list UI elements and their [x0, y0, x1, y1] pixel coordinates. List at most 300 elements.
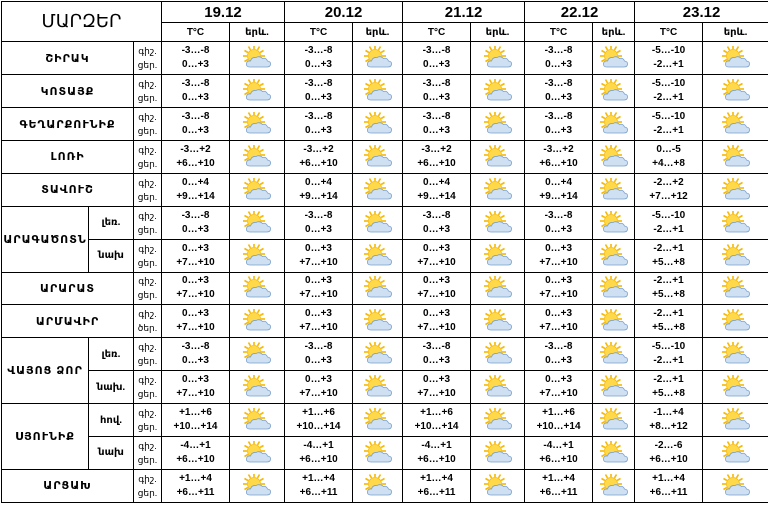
day-temperature: +8…+12 [635, 420, 702, 434]
night-temperature: 0…+3 [285, 373, 352, 387]
temperature-cell [403, 206, 471, 239]
night-temperature: -2…+1 [635, 373, 702, 387]
partly-cloudy-icon [471, 42, 525, 75]
temp-label: T°C [403, 23, 471, 42]
day-temperature: 0…+3 [525, 223, 592, 237]
night-temperature: -2…+2 [635, 176, 702, 190]
temperature-cell [285, 173, 353, 206]
date-header: 22.12 [525, 2, 635, 23]
night-temperature: -3…-8 [403, 209, 470, 223]
region-row [2, 338, 768, 371]
night-temperature: -3…-8 [403, 340, 470, 354]
day-temperature: 0…+3 [525, 124, 592, 138]
night-temperature: 0…+3 [162, 307, 229, 321]
day-temperature: +7…+10 [285, 288, 352, 302]
partly-cloudy-icon [230, 239, 285, 272]
day-temperature: +5…+8 [635, 256, 702, 270]
night-temperature: +1…+4 [403, 472, 470, 486]
day-temperature: +6…+11 [635, 486, 702, 500]
temperature-cell [403, 272, 471, 305]
day-temperature: +6…+11 [403, 486, 470, 500]
day-temperature: +7…+10 [285, 387, 352, 401]
night-temperature: -3…-8 [525, 340, 592, 354]
temperature-cell [525, 140, 593, 173]
night-temperature: +1…+4 [635, 472, 702, 486]
temp-label: T°C [635, 23, 703, 42]
day-label: ցեր. [134, 256, 161, 270]
region-name: ՍՅՈՒՆԻՔ [2, 404, 89, 470]
temperature-cell [525, 272, 593, 305]
temperature-cell [162, 305, 230, 338]
partly-cloudy-icon [703, 75, 768, 108]
temperature-cell [525, 75, 593, 108]
temperature-cell [403, 239, 471, 272]
temperature-cell [525, 371, 593, 404]
night-label: գիշ. [134, 340, 161, 354]
day-temperature: +6…+10 [403, 453, 470, 467]
day-temperature: 0…+3 [525, 58, 592, 72]
day-temperature: +7…+10 [403, 321, 470, 335]
day-temperature: 0…+3 [162, 124, 229, 138]
sub-region-label: նախ. [89, 371, 134, 404]
night-temperature: 0…+3 [525, 242, 592, 256]
day-label: ծեր. [134, 321, 161, 335]
partly-cloudy-icon [471, 272, 525, 305]
temperature-cell [635, 272, 703, 305]
header-row [2, 2, 768, 23]
night-temperature: -3…+2 [162, 143, 229, 157]
day-temperature: -2…+1 [635, 354, 702, 368]
region-name: ՏԱՎՈՒՇ [2, 173, 134, 206]
region-name: ԼՈՌԻ [2, 140, 134, 173]
region-name: ԿՈՏԱՅՔ [2, 75, 134, 108]
partly-cloudy-icon [593, 140, 635, 173]
temperature-cell [285, 108, 353, 141]
partly-cloudy-icon [353, 140, 403, 173]
partly-cloudy-icon [471, 469, 525, 502]
day-temperature: +6…+10 [403, 157, 470, 171]
temperature-cell [285, 75, 353, 108]
partly-cloudy-icon [593, 75, 635, 108]
night-temperature: -3…-8 [525, 209, 592, 223]
temperature-cell [635, 140, 703, 173]
region-name: ԳԵՂԱՐՔՈՒՆԻՔ [2, 108, 134, 141]
time-of-day-labels [134, 173, 162, 206]
temperature-cell [285, 469, 353, 502]
partly-cloudy-icon [230, 108, 285, 141]
night-temperature: 0…+3 [403, 274, 470, 288]
region-row [2, 371, 768, 404]
night-temperature: 0…+3 [525, 274, 592, 288]
temperature-cell [403, 338, 471, 371]
night-label: գիշ. [134, 209, 161, 223]
partly-cloudy-icon [703, 272, 768, 305]
partly-cloudy-icon [230, 404, 285, 437]
day-label: ցեր. [134, 354, 161, 368]
partly-cloudy-icon [703, 338, 768, 371]
day-temperature: +6…+10 [635, 453, 702, 467]
temperature-cell [635, 108, 703, 141]
temperature-cell [403, 371, 471, 404]
temperature-cell [635, 371, 703, 404]
night-temperature: 0…+4 [162, 176, 229, 190]
night-label: գիշ. [134, 110, 161, 124]
temperature-cell [162, 108, 230, 141]
night-temperature: -3…-8 [285, 77, 352, 91]
time-of-day-labels [134, 206, 162, 239]
day-temperature: 0…+3 [403, 223, 470, 237]
day-temperature: +6…+11 [525, 486, 592, 500]
temperature-cell [403, 173, 471, 206]
partly-cloudy-icon [593, 206, 635, 239]
region-row [2, 272, 768, 305]
temperature-cell [635, 469, 703, 502]
temperature-cell [162, 371, 230, 404]
region-name: ԱՐՑԱԽ [2, 469, 134, 502]
partly-cloudy-icon [703, 371, 768, 404]
day-temperature: +6…+10 [525, 453, 592, 467]
partly-cloudy-icon [471, 305, 525, 338]
partly-cloudy-icon [471, 239, 525, 272]
day-temperature: -2…+1 [635, 58, 702, 72]
day-temperature: +9…+14 [162, 190, 229, 204]
temperature-cell [635, 437, 703, 470]
temperature-cell [285, 404, 353, 437]
night-temperature: -5…-10 [635, 110, 702, 124]
time-of-day-labels [134, 108, 162, 141]
temperature-cell [285, 140, 353, 173]
night-temperature: -3…-8 [285, 209, 352, 223]
day-label: ցեր. [134, 223, 161, 237]
partly-cloudy-icon [353, 173, 403, 206]
night-temperature: +1…+4 [525, 472, 592, 486]
night-temperature: -3…-8 [162, 110, 229, 124]
day-temperature: 0…+3 [525, 354, 592, 368]
day-temperature: 0…+3 [162, 58, 229, 72]
day-temperature: 0…+3 [403, 124, 470, 138]
night-label: գիշ. [134, 242, 161, 256]
day-temperature: +7…+10 [525, 387, 592, 401]
day-temperature: +7…+10 [525, 256, 592, 270]
day-temperature: +10…+14 [285, 420, 352, 434]
day-label: ցեր. [134, 420, 161, 434]
night-temperature: -3…-8 [403, 44, 470, 58]
day-temperature: +6…+10 [162, 453, 229, 467]
time-of-day-labels [134, 338, 162, 371]
partly-cloudy-icon [230, 206, 285, 239]
partly-cloudy-icon [230, 272, 285, 305]
time-of-day-labels [134, 469, 162, 502]
temperature-cell [285, 338, 353, 371]
partly-cloudy-icon [703, 239, 768, 272]
night-temperature: 0…+3 [162, 373, 229, 387]
day-temperature: 0…+3 [162, 223, 229, 237]
night-temperature: 0…+3 [403, 242, 470, 256]
partly-cloudy-icon [353, 404, 403, 437]
region-row [2, 437, 768, 470]
day-temperature: +7…+10 [525, 288, 592, 302]
day-temperature: -2…+1 [635, 223, 702, 237]
partly-cloudy-icon [230, 437, 285, 470]
night-temperature: +1…+6 [162, 406, 229, 420]
day-temperature: 0…+3 [285, 223, 352, 237]
forecast-table [1, 1, 768, 503]
day-temperature: +9…+14 [525, 190, 592, 204]
partly-cloudy-icon [593, 108, 635, 141]
day-temperature: 0…+3 [285, 124, 352, 138]
day-label: ցեր. [134, 91, 161, 105]
day-temperature: +7…+10 [162, 256, 229, 270]
temperature-cell [162, 75, 230, 108]
time-of-day-labels [134, 42, 162, 75]
date-header: 20.12 [285, 2, 403, 23]
night-temperature: +1…+6 [403, 406, 470, 420]
region-row [2, 140, 768, 173]
partly-cloudy-icon [593, 239, 635, 272]
day-temperature: +6…+10 [285, 453, 352, 467]
day-temperature: +7…+10 [403, 288, 470, 302]
day-temperature: +5…+8 [635, 321, 702, 335]
partly-cloudy-icon [230, 140, 285, 173]
night-label: գիշ. [134, 439, 161, 453]
day-temperature: -2…+1 [635, 124, 702, 138]
night-temperature: -2…+1 [635, 242, 702, 256]
temperature-cell [162, 206, 230, 239]
partly-cloudy-icon [353, 469, 403, 502]
temperature-cell [162, 42, 230, 75]
day-temperature: +7…+10 [162, 321, 229, 335]
night-temperature: -3…-8 [525, 44, 592, 58]
temperature-cell [162, 437, 230, 470]
temperature-cell [162, 338, 230, 371]
night-label: գիշ. [134, 373, 161, 387]
day-temperature: +10…+14 [162, 420, 229, 434]
night-temperature: -1…+4 [635, 406, 702, 420]
night-temperature: 0…+3 [285, 242, 352, 256]
day-temperature: 0…+3 [403, 58, 470, 72]
temperature-cell [162, 272, 230, 305]
night-temperature: -4…+1 [403, 439, 470, 453]
day-temperature: 0…+3 [525, 91, 592, 105]
temperature-cell [285, 437, 353, 470]
day-temperature: 0…+3 [285, 58, 352, 72]
day-label: ցեր. [134, 58, 161, 72]
night-temperature: 0…+3 [525, 307, 592, 321]
temperature-cell [285, 239, 353, 272]
region-name: ՎԱՅՈՑ ՁՈՐ [2, 338, 89, 404]
partly-cloudy-icon [471, 173, 525, 206]
sub-region-label: լեռ. [89, 206, 134, 239]
partly-cloudy-icon [471, 140, 525, 173]
temperature-cell [635, 173, 703, 206]
night-temperature: -3…-8 [162, 77, 229, 91]
night-temperature: -4…+1 [285, 439, 352, 453]
region-row [2, 75, 768, 108]
day-temperature: +9…+14 [403, 190, 470, 204]
night-temperature: 0…+3 [403, 373, 470, 387]
night-temperature: -3…-8 [162, 209, 229, 223]
time-of-day-labels [134, 305, 162, 338]
temperature-cell [525, 469, 593, 502]
temperature-cell [525, 338, 593, 371]
temperature-cell [285, 42, 353, 75]
date-header: 19.12 [162, 2, 285, 23]
night-temperature: -2…+1 [635, 274, 702, 288]
partly-cloudy-icon [353, 272, 403, 305]
night-label: գիշ. [134, 307, 161, 321]
region-row [2, 404, 768, 437]
sub-region-label: լեռ. [89, 338, 134, 371]
day-temperature: +7…+10 [285, 321, 352, 335]
day-temperature: +7…+10 [162, 288, 229, 302]
partly-cloudy-icon [353, 437, 403, 470]
sub-region-label: նախ [89, 239, 134, 272]
region-row [2, 239, 768, 272]
time-of-day-labels [134, 371, 162, 404]
partly-cloudy-icon [353, 108, 403, 141]
night-label: գիշ. [134, 143, 161, 157]
temperature-cell [525, 108, 593, 141]
partly-cloudy-icon [353, 42, 403, 75]
time-of-day-labels [134, 437, 162, 470]
day-temperature: +6…+10 [162, 157, 229, 171]
night-temperature: -3…-8 [525, 110, 592, 124]
day-label: ցեր. [134, 453, 161, 467]
partly-cloudy-icon [593, 371, 635, 404]
day-temperature: +7…+10 [285, 256, 352, 270]
temperature-cell [635, 206, 703, 239]
weather-label: երև. [471, 23, 525, 42]
day-temperature: +6…+11 [285, 486, 352, 500]
day-temperature: +6…+11 [162, 486, 229, 500]
night-temperature: 0…+3 [162, 242, 229, 256]
partly-cloudy-icon [703, 108, 768, 141]
temp-label: T°C [162, 23, 230, 42]
night-temperature: -3…-8 [285, 340, 352, 354]
weather-label: երև. [230, 23, 285, 42]
temperature-cell [162, 140, 230, 173]
night-temperature: 0…+3 [285, 307, 352, 321]
day-label: ցեր. [134, 387, 161, 401]
day-temperature: +7…+10 [162, 387, 229, 401]
region-name: ՇԻՐԱԿ [2, 42, 134, 75]
partly-cloudy-icon [471, 437, 525, 470]
day-label: ցեր. [134, 157, 161, 171]
day-temperature: +5…+8 [635, 387, 702, 401]
partly-cloudy-icon [593, 469, 635, 502]
night-temperature: -3…-8 [162, 44, 229, 58]
partly-cloudy-icon [471, 404, 525, 437]
partly-cloudy-icon [230, 173, 285, 206]
day-temperature: +10…+14 [525, 420, 592, 434]
night-label: գիշ. [134, 77, 161, 91]
partly-cloudy-icon [593, 305, 635, 338]
night-temperature: 0…+4 [525, 176, 592, 190]
partly-cloudy-icon [230, 305, 285, 338]
region-name: ԱՐՄԱՎԻՐ [2, 305, 134, 338]
day-label: ցեր. [134, 288, 161, 302]
day-temperature: +7…+10 [525, 321, 592, 335]
temperature-cell [403, 469, 471, 502]
night-temperature: -3…+2 [525, 143, 592, 157]
day-temperature: +10…+14 [403, 420, 470, 434]
night-label: գիշ. [134, 406, 161, 420]
day-temperature: 0…+3 [162, 354, 229, 368]
region-name: ԱՐԱՐԱՏ [2, 272, 134, 305]
temperature-cell [162, 469, 230, 502]
day-temperature: 0…+3 [162, 91, 229, 105]
night-temperature: -3…-8 [285, 110, 352, 124]
day-temperature: +4…+8 [635, 157, 702, 171]
night-temperature: -3…+2 [403, 143, 470, 157]
temperature-cell [635, 305, 703, 338]
partly-cloudy-icon [353, 305, 403, 338]
temperature-cell [403, 140, 471, 173]
temperature-cell [403, 404, 471, 437]
region-row [2, 173, 768, 206]
partly-cloudy-icon [230, 42, 285, 75]
night-temperature: 0…+4 [285, 176, 352, 190]
temperature-cell [285, 305, 353, 338]
partly-cloudy-icon [593, 42, 635, 75]
partly-cloudy-icon [230, 371, 285, 404]
temperature-cell [635, 75, 703, 108]
partly-cloudy-icon [471, 108, 525, 141]
temperature-cell [285, 371, 353, 404]
night-temperature: 0…+3 [525, 373, 592, 387]
temperature-cell [403, 305, 471, 338]
partly-cloudy-icon [703, 140, 768, 173]
weather-label: երև. [593, 23, 635, 42]
day-temperature: +5…+8 [635, 288, 702, 302]
partly-cloudy-icon [703, 437, 768, 470]
time-of-day-labels [134, 140, 162, 173]
temperature-cell [635, 42, 703, 75]
time-of-day-labels [134, 404, 162, 437]
partly-cloudy-icon [353, 239, 403, 272]
night-temperature: -5…-10 [635, 44, 702, 58]
day-label: ցեր. [134, 486, 161, 500]
day-label: ցեր. [134, 190, 161, 204]
temperature-cell [525, 173, 593, 206]
time-of-day-labels [134, 272, 162, 305]
night-temperature: +1…+6 [285, 406, 352, 420]
partly-cloudy-icon [703, 469, 768, 502]
day-temperature: +7…+10 [403, 256, 470, 270]
partly-cloudy-icon [230, 469, 285, 502]
partly-cloudy-icon [471, 371, 525, 404]
night-label: գիշ. [134, 274, 161, 288]
date-header: 21.12 [403, 2, 525, 23]
partly-cloudy-icon [353, 75, 403, 108]
temperature-cell [525, 404, 593, 437]
partly-cloudy-icon [703, 173, 768, 206]
night-label: գիշ. [134, 472, 161, 486]
partly-cloudy-icon [593, 173, 635, 206]
day-temperature: 0…+3 [285, 91, 352, 105]
night-temperature: -2…-6 [635, 439, 702, 453]
partly-cloudy-icon [703, 404, 768, 437]
night-temperature: 0…+3 [403, 307, 470, 321]
night-temperature: +1…+4 [162, 472, 229, 486]
weather-label: երև. [353, 23, 403, 42]
day-temperature: 0…+3 [403, 354, 470, 368]
temperature-cell [403, 108, 471, 141]
temperature-cell [162, 173, 230, 206]
region-row [2, 469, 768, 502]
temperature-cell [403, 75, 471, 108]
night-temperature: 0…+3 [162, 274, 229, 288]
